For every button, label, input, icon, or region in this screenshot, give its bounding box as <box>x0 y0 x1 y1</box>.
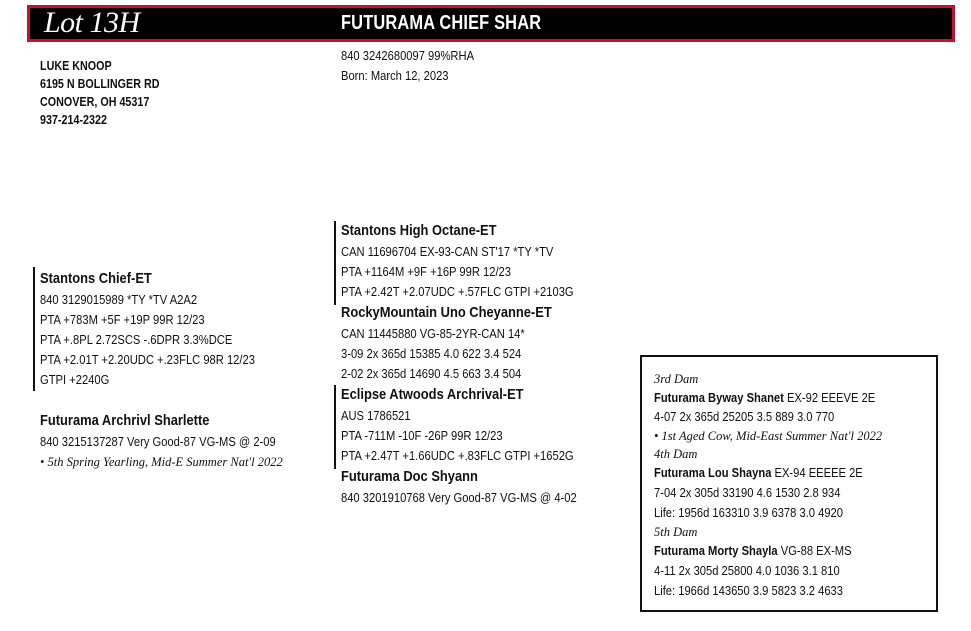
sire-line-5: GTPI +2240G <box>40 372 110 387</box>
sire-bracket <box>33 267 35 391</box>
third-dam-name: Futurama Byway Shanet <box>654 390 784 405</box>
fifth-dam-record-1: 4-11 2x 305d 25800 4.0 1036 3.1 810 <box>654 563 840 578</box>
fourth-dam-record-1: 7-04 2x 305d 33190 4.6 1530 2.8 934 <box>654 485 841 500</box>
sire-line-4: PTA +2.01T +2.20UDC +.23FLC 98R 12/23 <box>40 352 255 367</box>
sire-dam-line-1: CAN 11445880 VG-85-2YR-CAN 14* <box>341 326 525 341</box>
fifth-dam-class: VG-88 EX-MS <box>777 543 852 558</box>
fifth-dam-name: Futurama Morty Shayla <box>654 543 778 558</box>
consignor-city: CONOVER, OH 45317 <box>40 95 150 109</box>
dam-dam-line: 840 3201910768 Very Good-87 VG-MS @ 4-02 <box>341 490 577 505</box>
lot-number: Lot 13H <box>44 6 140 39</box>
fourth-dam-heading <box>654 463 863 483</box>
third-dam-class: EX-92 EEEVE 2E <box>783 390 876 405</box>
sire-line-2: PTA +783M +5F +19P 99R 12/23 <box>40 312 205 327</box>
fifth-dam-record-2: Life: 1966d 143650 3.9 5823 3.2 4633 <box>654 583 843 598</box>
animal-name: FUTURAMA CHIEF SHAR <box>341 12 542 34</box>
dam-sire-name: Eclipse Atwoods Archrival-ET <box>341 386 524 403</box>
sire-dam-name: RockyMountain Uno Cheyanne-ET <box>341 304 552 321</box>
fourth-dam-record-2: Life: 1956d 163310 3.9 6378 3.0 4920 <box>654 505 843 520</box>
sire-sire-name: Stantons High Octane-ET <box>341 222 497 239</box>
third-dam-note: • 1st Aged Cow, Mid-East Summer Nat'l 2022 <box>654 429 883 443</box>
sire-sire-line-3: PTA +2.42T +2.07UDC +.57FLC GTPI +2103G <box>341 284 574 299</box>
fourth-dam-name: Futurama Lou Shayna <box>654 465 772 480</box>
fourth-dam-label: 4th Dam <box>654 447 698 461</box>
animal-registration: 840 3242680097 99%RHA <box>341 48 475 63</box>
consignor-phone: 937-214-2322 <box>40 113 107 127</box>
fifth-dam-label: 5th Dam <box>654 525 698 539</box>
dam-sire-line-3: PTA +2.47T +1.66UDC +.83FLC GTPI +1652G <box>341 448 574 463</box>
dam-note: • 5th Spring Yearling, Mid-E Summer Nat'l 2022 <box>40 455 283 469</box>
third-dam-heading <box>654 388 875 408</box>
animal-born: Born: March 12, 2023 <box>341 68 449 83</box>
dam-sire-line-2: PTA -711M -10F -26P 99R 12/23 <box>341 428 503 443</box>
sire-sire-line-2: PTA +1164M +9F +16P 99R 12/23 <box>341 264 511 279</box>
consignor-name: LUKE KNOOP <box>40 59 112 73</box>
sire-sire-bracket <box>334 221 336 305</box>
dam-name: Futurama Archrivl Sharlette <box>40 412 210 429</box>
fifth-dam-heading <box>654 541 852 561</box>
dam-sire-line-1: AUS 1786521 <box>341 408 411 423</box>
sire-name: Stantons Chief-ET <box>40 270 152 287</box>
third-dam-record: 4-07 2x 365d 25205 3.5 889 3.0 770 <box>654 409 835 424</box>
dam-sire-bracket <box>334 385 336 469</box>
sire-dam-line-3: 2-02 2x 365d 14690 4.5 663 3.4 504 <box>341 366 522 381</box>
fourth-dam-class: EX-94 EEEEE 2E <box>771 465 863 480</box>
sire-dam-line-2: 3-09 2x 365d 15385 4.0 622 3.4 524 <box>341 346 522 361</box>
dam-dam-name: Futurama Doc Shyann <box>341 468 478 485</box>
sire-line-1: 840 3129015989 *TY *TV A2A2 <box>40 292 198 307</box>
consignor-address: 6195 N BOLLINGER RD <box>40 77 160 91</box>
dam-line: 840 3215137287 Very Good-87 VG-MS @ 2-09 <box>40 434 276 449</box>
sire-sire-line-1: CAN 11696704 EX-93-CAN ST'17 *TY *TV <box>341 244 554 259</box>
third-dam-label: 3rd Dam <box>654 372 699 386</box>
sire-line-3: PTA +.8PL 2.72SCS -.6DPR 3.3%DCE <box>40 332 233 347</box>
